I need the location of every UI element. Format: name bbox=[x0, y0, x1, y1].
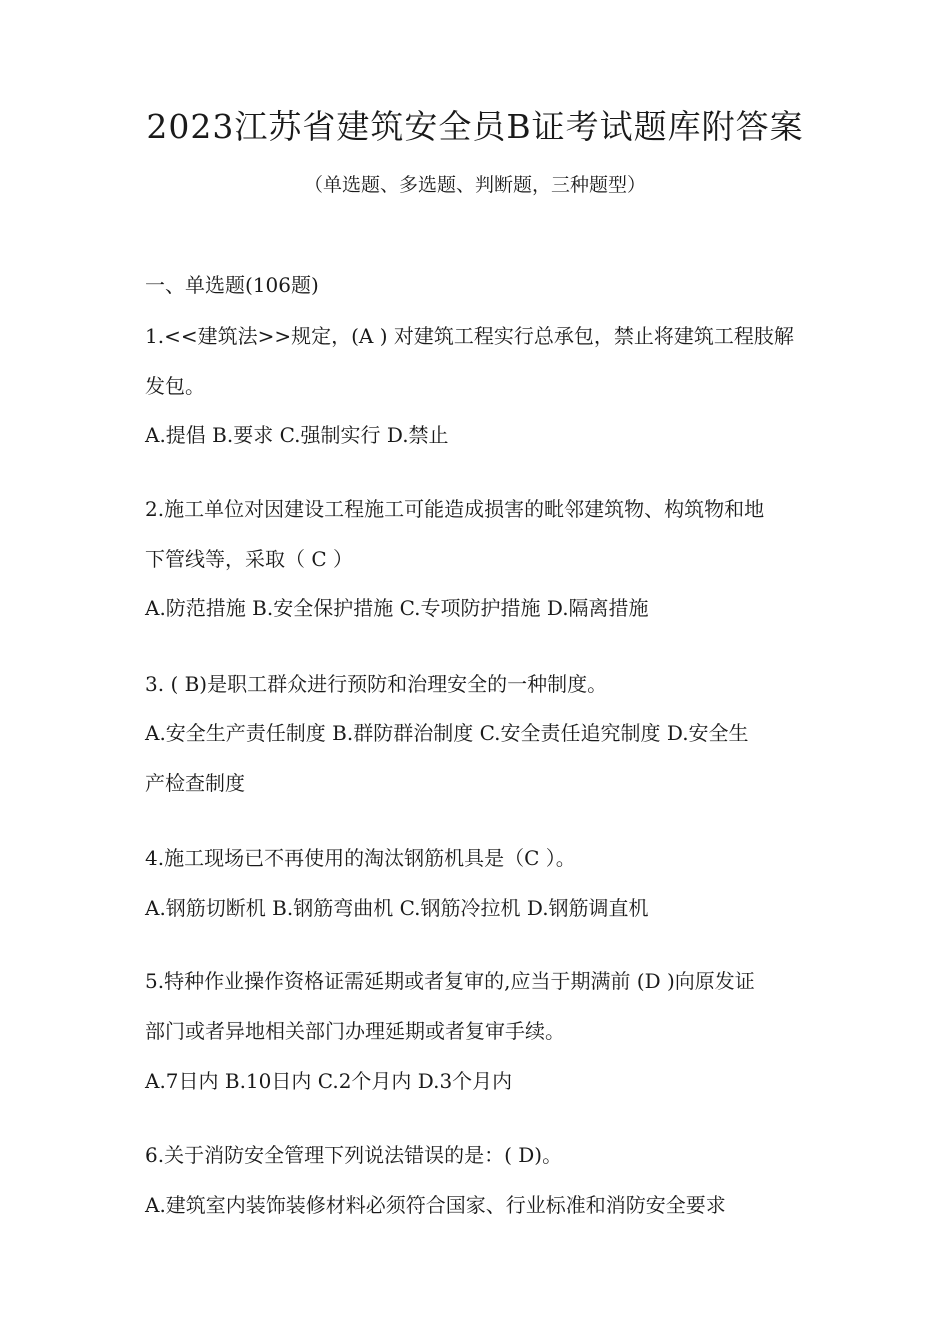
question-6-stem: 6.关于消防安全管理下列说法错误的是：( D)。 bbox=[145, 1143, 563, 1167]
question-6-option-a: A.建筑室内装饰装修材料必须符合国家、行业标准和消防安全要求 bbox=[145, 1193, 726, 1217]
question-4-stem: 4.施工现场已不再使用的淘汰钢筋机具是（C ）。 bbox=[145, 846, 576, 870]
question-5-stem-line-2: 部门或者异地相关部门办理延期或者复审手续。 bbox=[145, 1019, 565, 1043]
question-1-stem-line-2: 发包。 bbox=[145, 374, 205, 398]
question-1-stem-line-1: 1.<<建筑法>>规定，(A ) 对建筑工程实行总承包，禁止将建筑工程肢解 bbox=[145, 324, 794, 348]
question-2-stem-line-2: 下管线等，采取（ C ） bbox=[145, 547, 354, 571]
section-heading: 一、单选题(106题) bbox=[145, 273, 319, 297]
question-5-options: A.7日内 B.10日内 C.2个月内 D.3个月内 bbox=[145, 1069, 513, 1093]
question-4-options: A.钢筋切断机 B.钢筋弯曲机 C.钢筋冷拉机 D.钢筋调直机 bbox=[145, 896, 649, 920]
question-1-options: A.提倡 B.要求 C.强制实行 D.禁止 bbox=[145, 423, 449, 447]
question-2-options: A.防范措施 B.安全保护措施 C.专项防护措施 D.隔离措施 bbox=[145, 596, 649, 620]
question-2-stem-line-1: 2.施工单位对因建设工程施工可能造成损害的毗邻建筑物、构筑物和地 bbox=[145, 497, 765, 521]
document-subtitle: （单选题、多选题、判断题，三种题型） bbox=[303, 174, 646, 196]
document-title: 2023江苏省建筑安全员B证考试题库附答案 bbox=[146, 107, 804, 146]
question-3-options-line-1: A.安全生产责任制度 B.群防群治制度 C.安全责任追究制度 D.安全生 bbox=[145, 721, 749, 745]
question-3-options-line-2: 产检查制度 bbox=[145, 771, 245, 795]
question-5-stem-line-1: 5.特种作业操作资格证需延期或者复审的,应当于期满前 (D )向原发证 bbox=[145, 969, 755, 993]
question-3-stem: 3. ( B)是职工群众进行预防和治理安全的一种制度。 bbox=[145, 672, 608, 696]
